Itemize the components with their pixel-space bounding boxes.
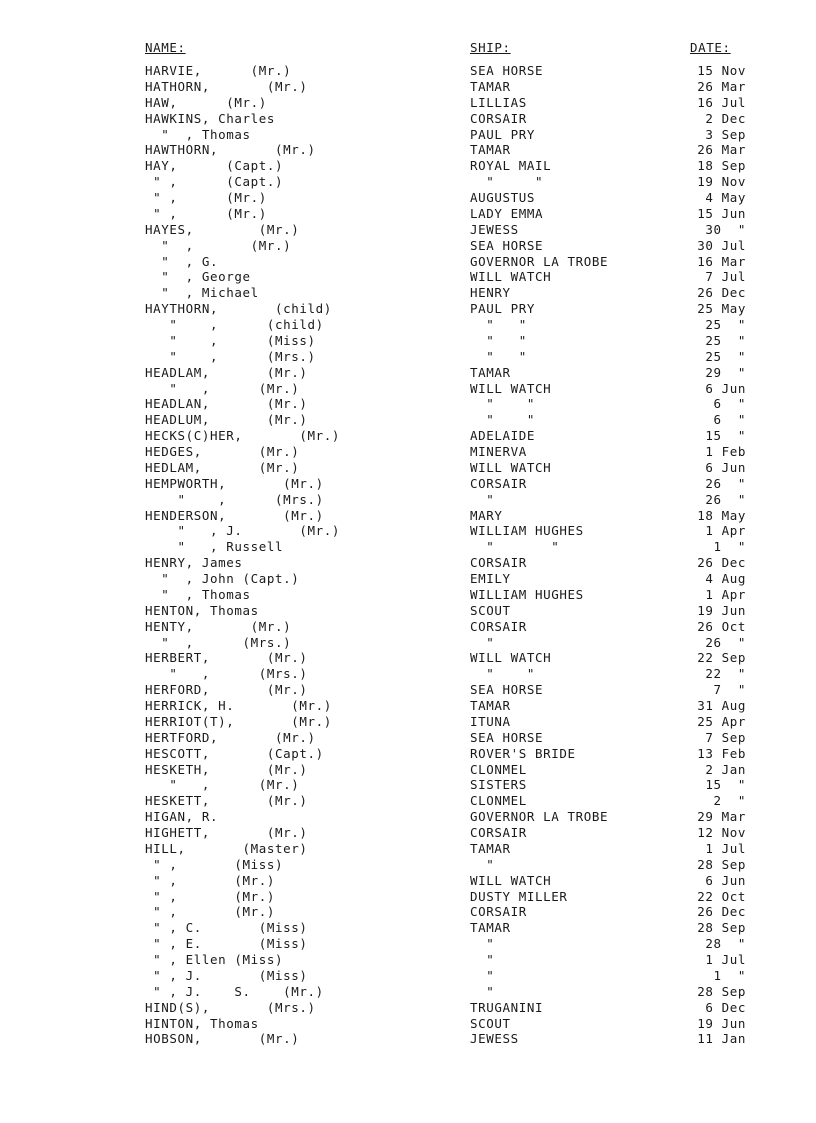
passenger-name: HESKETT, (Mr.): [145, 793, 308, 809]
arrival-date: 15 Nov: [697, 63, 746, 78]
passenger-name: HAWKINS, Charles: [145, 110, 276, 126]
passenger-name: HERRICK, H. (Mr.): [145, 698, 332, 713]
ship-name: JEWESS: [470, 1031, 519, 1047]
passenger-name: " , (Miss): [145, 332, 316, 348]
passenger-name: HAW, (Mr.): [145, 94, 267, 110]
list-item: [0, 95, 816, 111]
arrival-date: 6 ": [713, 396, 746, 412]
list-item: [0, 142, 816, 158]
passenger-name: HARVIE, (Mr.): [145, 63, 292, 78]
ship-name: GOVERNOR LA TROBE: [470, 809, 609, 825]
list-item: [0, 1016, 816, 1032]
passenger-name: HAYES, (Mr.): [145, 221, 300, 237]
ship-name: ITUNA: [470, 713, 511, 729]
arrival-date: 19 Nov: [697, 174, 746, 190]
ship-name: PAUL PRY: [470, 301, 536, 317]
arrival-date: 29 ": [705, 364, 746, 380]
list-item: [0, 492, 816, 508]
passenger-name: " , George: [145, 269, 251, 285]
ship-name: LILLIAS: [470, 94, 527, 110]
passenger-name: HERBERT, (Mr.): [145, 650, 308, 666]
list-item: [0, 1000, 816, 1016]
arrival-date: 18 May: [697, 507, 746, 523]
list-item: [0, 873, 816, 889]
arrival-date: 26 ": [705, 634, 746, 650]
list-item: [0, 301, 816, 317]
passenger-name: " , (Mr.): [145, 872, 276, 888]
passenger-name: HATHORN, (Mr.): [145, 78, 308, 94]
ship-name: HENRY: [470, 285, 511, 301]
arrival-date: 19 Jun: [697, 602, 746, 618]
passenger-name: HEDGES, (Mr.): [145, 444, 300, 459]
ship-name: ": [470, 952, 495, 967]
passenger-name: HESCOTT, (Capt.): [145, 745, 324, 761]
list-item: [0, 396, 816, 412]
ship-name: JEWESS: [470, 221, 519, 237]
arrival-date: 26 ": [705, 475, 746, 491]
arrival-date: 22 Oct: [697, 888, 746, 904]
arrival-date: 29 Mar: [697, 809, 746, 825]
list-item: [0, 1031, 816, 1047]
arrival-date: 28 Sep: [697, 920, 746, 936]
list-item: [0, 539, 816, 555]
arrival-date: 25 ": [705, 332, 746, 348]
passenger-name: HERFORD, (Mr.): [145, 682, 308, 698]
list-item: [0, 190, 816, 206]
list-item: [0, 635, 816, 651]
list-item: [0, 174, 816, 190]
ship-name: DUSTY MILLER: [470, 888, 568, 904]
ship-name: WILL WATCH: [470, 380, 552, 396]
arrival-date: 2 ": [713, 793, 746, 809]
list-item: [0, 285, 816, 301]
passenger-name: " , J. S. (Mr.): [145, 983, 324, 999]
passenger-name: HAY, (Capt.): [145, 158, 284, 174]
passenger-name: " , (Miss): [145, 856, 284, 872]
ship-name: ROVER'S BRIDE: [470, 745, 576, 761]
ship-name: ": [470, 634, 495, 650]
list-item: [0, 254, 816, 270]
passenger-name: HAWTHORN, (Mr.): [145, 142, 316, 158]
passenger-name: " , C. (Miss): [145, 920, 308, 936]
passenger-name: " , (Mr.): [145, 380, 300, 396]
passenger-name: HINTON, Thomas: [145, 1015, 259, 1031]
list-item: [0, 333, 816, 349]
passenger-name: " , (Mr.): [145, 888, 276, 904]
passenger-name: " , (Mr.): [145, 777, 300, 793]
arrival-date: 7 Jul: [705, 269, 746, 285]
passenger-name: HEDLAM, (Mr.): [145, 459, 300, 475]
list-item: [0, 730, 816, 746]
arrival-date: 3 Sep: [705, 126, 746, 142]
ship-name: MARY: [470, 507, 503, 523]
passenger-name: HEADLAM, (Mr.): [145, 364, 308, 380]
list-item: [0, 777, 816, 793]
list-item: [0, 222, 816, 238]
list-item: [0, 984, 816, 1000]
ship-name: WILLIAM HUGHES: [470, 523, 584, 539]
passenger-name: " , G.: [145, 253, 219, 269]
list-item: [0, 523, 816, 539]
arrival-date: 22 Sep: [697, 650, 746, 666]
ship-name: SISTERS: [470, 777, 527, 793]
arrival-date: 1 Apr: [705, 586, 746, 602]
passenger-name: " , J. (Miss): [145, 967, 308, 983]
ship-name: SEA HORSE: [470, 237, 544, 253]
list-item: [0, 508, 816, 524]
arrival-date: 4 May: [705, 190, 746, 205]
list-item: [0, 63, 816, 79]
list-item: [0, 762, 816, 778]
ship-name: CORSAIR: [470, 618, 527, 634]
arrival-date: 4 Aug: [705, 571, 746, 586]
arrival-date: 12 Nov: [697, 825, 746, 840]
ship-name: WILL WATCH: [470, 650, 552, 666]
ship-name: CLONMEL: [470, 761, 527, 777]
passenger-name: HENTY, (Mr.): [145, 618, 292, 634]
list-item: [0, 79, 816, 95]
arrival-date: 26 Dec: [697, 904, 746, 920]
arrival-date: 11 Jan: [697, 1031, 746, 1047]
passenger-name: HECKS(C)HER, (Mr.): [145, 428, 341, 444]
arrival-date: 26 ": [705, 491, 746, 507]
ship-name: " ": [470, 174, 544, 190]
arrival-date: 6 ": [713, 412, 746, 428]
passenger-name: " , (Mr.): [145, 904, 276, 920]
arrival-date: 15 Jun: [697, 205, 746, 221]
arrival-date: 6 Jun: [705, 459, 746, 475]
list-item: [0, 381, 816, 397]
arrival-date: 25 May: [697, 301, 746, 317]
arrival-date: 1 Apr: [705, 523, 746, 539]
ship-name: ": [470, 491, 495, 507]
ship-name: " ": [470, 396, 536, 412]
arrival-date: 13 Feb: [697, 745, 746, 761]
passenger-name: HESKETH, (Mr.): [145, 761, 308, 777]
passenger-name: HIGHETT, (Mr.): [145, 825, 308, 840]
list-item: [0, 587, 816, 603]
list-item: [0, 206, 816, 222]
passenger-name: HERRIOT(T), (Mr.): [145, 713, 332, 729]
passenger-name: HOBSON, (Mr.): [145, 1031, 300, 1047]
passenger-name: HENDERSON, (Mr.): [145, 507, 324, 523]
passenger-name: " , (Mrs.): [145, 491, 324, 507]
arrival-date: 7 Sep: [705, 729, 746, 745]
ship-name: ": [470, 936, 495, 952]
list-item: [0, 238, 816, 254]
list-item: [0, 889, 816, 905]
ship-name: ": [470, 983, 495, 999]
arrival-date: 26 Dec: [697, 285, 746, 301]
list-item: [0, 619, 816, 635]
arrival-date: 30 ": [705, 221, 746, 237]
list-item: [0, 428, 816, 444]
ship-name: MINERVA: [470, 444, 527, 459]
arrival-date: 16 Mar: [697, 253, 746, 269]
arrival-date: 31 Aug: [697, 698, 746, 713]
ship-name: WILL WATCH: [470, 269, 552, 285]
passenger-name: HIND(S), (Mrs.): [145, 999, 316, 1015]
passenger-name: HILL, (Master): [145, 840, 308, 856]
list-item: [0, 365, 816, 381]
passenger-name: " , (Mr.): [145, 190, 267, 205]
arrival-date: 15 ": [705, 428, 746, 444]
ship-name: TAMAR: [470, 840, 511, 856]
passenger-name: HENRY, James: [145, 555, 243, 571]
ship-name: " ": [470, 348, 527, 364]
list-item: [0, 936, 816, 952]
arrival-date: 25 Apr: [697, 713, 746, 729]
arrival-date: 1 ": [713, 967, 746, 983]
list-item: [0, 825, 816, 841]
arrival-date: 30 Jul: [697, 237, 746, 253]
passenger-name: " , Russell: [145, 539, 284, 555]
arrival-date: 22 ": [705, 666, 746, 682]
ship-name: AUGUSTUS: [470, 190, 536, 205]
ship-name: WILL WATCH: [470, 872, 552, 888]
arrival-date: 26 Mar: [697, 142, 746, 158]
ship-name: " ": [470, 666, 536, 682]
ship-name: SEA HORSE: [470, 682, 544, 698]
passenger-name: HENTON, Thomas: [145, 602, 259, 618]
list-item: [0, 968, 816, 984]
arrival-date: 6 Dec: [705, 999, 746, 1015]
ship-name: ADELAIDE: [470, 428, 536, 444]
ship-name: " ": [470, 539, 560, 555]
date-column-header: DATE:: [690, 40, 731, 55]
passenger-name: " , Michael: [145, 285, 259, 301]
ship-name: TAMAR: [470, 142, 511, 158]
list-item: [0, 666, 816, 682]
passenger-name: " , (Mr.): [145, 237, 292, 253]
ship-name: SCOUT: [470, 602, 511, 618]
passenger-name: HIGAN, R.: [145, 809, 219, 825]
passenger-name: HAYTHORN, (child): [145, 301, 332, 317]
arrival-date: 25 ": [705, 348, 746, 364]
ship-name: CLONMEL: [470, 793, 527, 809]
ship-name: CORSAIR: [470, 825, 527, 840]
ship-name: ": [470, 967, 495, 983]
ship-name: " ": [470, 317, 527, 332]
arrival-date: 6 Jun: [705, 872, 746, 888]
arrival-date: 25 ": [705, 317, 746, 332]
ship-name: SCOUT: [470, 1015, 511, 1031]
list-item: [0, 746, 816, 762]
ship-name: " ": [470, 332, 527, 348]
arrival-date: 28 Sep: [697, 983, 746, 999]
list-item: [0, 158, 816, 174]
list-item: [0, 793, 816, 809]
ship-name: SEA HORSE: [470, 63, 544, 78]
list-item: [0, 603, 816, 619]
ship-name: CORSAIR: [470, 475, 527, 491]
arrival-date: 7 ": [713, 682, 746, 698]
arrival-date: 1 ": [713, 539, 746, 555]
arrival-date: 6 Jun: [705, 380, 746, 396]
ship-name: GOVERNOR LA TROBE: [470, 253, 609, 269]
ship-name: " ": [470, 412, 536, 428]
list-item: [0, 412, 816, 428]
list-item: [0, 714, 816, 730]
list-item: [0, 349, 816, 365]
list-item: [0, 952, 816, 968]
list-item: [0, 127, 816, 143]
list-item: [0, 841, 816, 857]
ship-column-header: SHIP:: [470, 40, 511, 55]
name-column-header: NAME:: [145, 40, 186, 55]
passenger-name: " , (Capt.): [145, 174, 284, 190]
list-item: [0, 111, 816, 127]
list-item: [0, 476, 816, 492]
arrival-date: 2 Dec: [705, 110, 746, 126]
list-item: [0, 698, 816, 714]
passenger-name: " , John (Capt.): [145, 571, 300, 586]
passenger-list: [0, 63, 816, 1047]
ship-name: TAMAR: [470, 698, 511, 713]
list-item: [0, 571, 816, 587]
passenger-name: " , (Mr.): [145, 205, 267, 221]
arrival-date: 28 Sep: [697, 856, 746, 872]
passenger-name: " , (Mrs.): [145, 634, 292, 650]
list-item: [0, 857, 816, 873]
arrival-date: 1 Feb: [705, 444, 746, 459]
list-item: [0, 650, 816, 666]
passenger-name: HEMPWORTH, (Mr.): [145, 475, 324, 491]
arrival-date: 2 Jan: [705, 761, 746, 777]
arrival-date: 28 ": [705, 936, 746, 952]
arrival-date: 18 Sep: [697, 158, 746, 174]
ship-name: WILL WATCH: [470, 459, 552, 475]
arrival-date: 26 Oct: [697, 618, 746, 634]
ship-name: CORSAIR: [470, 110, 527, 126]
passenger-name: " , Thomas: [145, 586, 251, 602]
arrival-date: 15 ": [705, 777, 746, 793]
passenger-name: " , (Mrs.): [145, 348, 316, 364]
ship-name: ": [470, 856, 495, 872]
list-item: [0, 317, 816, 333]
passenger-name: " , Ellen (Miss): [145, 952, 284, 967]
passenger-name: " , Thomas: [145, 126, 251, 142]
passenger-name: " , (child): [145, 317, 324, 332]
list-item: [0, 555, 816, 571]
list-item: [0, 809, 816, 825]
arrival-date: 16 Jul: [697, 94, 746, 110]
ship-name: WILLIAM HUGHES: [470, 586, 584, 602]
ship-name: TAMAR: [470, 920, 511, 936]
ship-name: TRUGANINI: [470, 999, 544, 1015]
ship-name: PAUL PRY: [470, 126, 536, 142]
arrival-date: 19 Jun: [697, 1015, 746, 1031]
ship-name: EMILY: [470, 571, 511, 586]
arrival-date: 1 Jul: [705, 840, 746, 856]
passenger-name: HEADLAN, (Mr.): [145, 396, 308, 412]
passenger-name: " , E. (Miss): [145, 936, 308, 952]
list-item: [0, 269, 816, 285]
arrival-date: 1 Jul: [705, 952, 746, 967]
ship-name: ROYAL MAIL: [470, 158, 552, 174]
passenger-name: " , (Mrs.): [145, 666, 308, 682]
ship-name: TAMAR: [470, 364, 511, 380]
arrival-date: 26 Dec: [697, 555, 746, 571]
passenger-name: " , J. (Mr.): [145, 523, 341, 539]
list-item: [0, 920, 816, 936]
arrival-date: 26 Mar: [697, 78, 746, 94]
list-item: [0, 460, 816, 476]
ship-name: TAMAR: [470, 78, 511, 94]
passenger-name: HERTFORD, (Mr.): [145, 729, 316, 745]
list-item: [0, 904, 816, 920]
ship-name: SEA HORSE: [470, 729, 544, 745]
list-item: [0, 682, 816, 698]
ship-name: CORSAIR: [470, 904, 527, 920]
ship-name: CORSAIR: [470, 555, 527, 571]
passenger-name: HEADLUM, (Mr.): [145, 412, 308, 428]
ship-name: LADY EMMA: [470, 205, 544, 221]
list-item: [0, 444, 816, 460]
